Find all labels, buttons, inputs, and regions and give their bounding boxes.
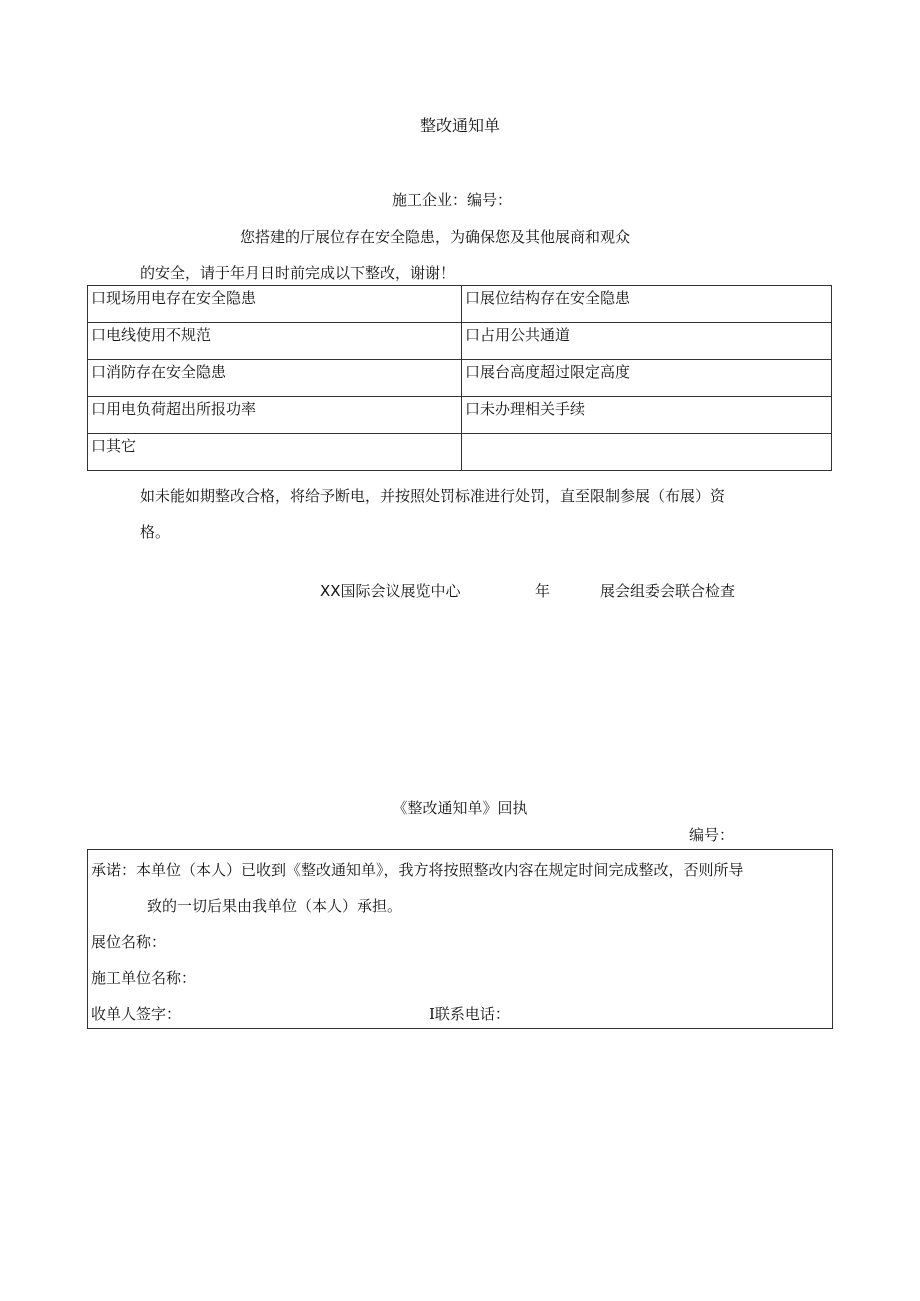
table-row [88, 434, 832, 471]
footer-year: 年 [535, 582, 551, 600]
warning-line-2: 格。 [140, 523, 171, 541]
checklist-item[interactable]: 口用电负荷超出所报功率 [88, 397, 462, 434]
receipt-number-label: 编号： [689, 826, 735, 844]
checklist-item[interactable]: 口未办理相关手续 [462, 397, 832, 434]
intro-line-1: 您搭建的厅展位存在安全隐患，为确保您及其他展商和观众 [240, 228, 631, 246]
checklist-table [87, 285, 832, 471]
table-row [88, 286, 832, 323]
receipt-title: 《整改通知单》回执 [392, 799, 528, 817]
table-row [88, 360, 832, 397]
footer-committee: 展会组委会联合检查 [600, 582, 736, 600]
contractor-name-field[interactable]: 施工单位名称： [91, 969, 197, 987]
footer-organizer: XX国际会议展览中心 [320, 582, 461, 600]
table-row [88, 323, 832, 360]
table-row [88, 397, 832, 434]
checklist-empty-cell [462, 434, 832, 471]
intro-line-2: 的安全，请于年月日时前完成以下整改，谢谢！ [140, 264, 456, 282]
checklist-item[interactable]: 口其它 [88, 434, 462, 471]
warning-line-1: 如未能如期整改合格，将给予断电，并按照处罚标准进行处罚，直至限制参展（布展）资 [140, 487, 726, 505]
checklist-item[interactable]: 口展位结构存在安全隐患 [462, 286, 832, 323]
enterprise-number-line: 施工企业：编号： [392, 191, 513, 209]
checklist-item[interactable]: 口现场用电存在安全隐患 [88, 286, 462, 323]
checklist-item[interactable]: 口展台高度超过限定高度 [462, 360, 832, 397]
commitment-line-2: 致的一切后果由我单位（本人）承担。 [147, 897, 403, 915]
recipient-signature-field[interactable]: 收单人签字： [91, 1005, 182, 1023]
commitment-line-1: 承诺：本单位（本人）已收到《整改通知单》，我方将按照整改内容在规定时间完成整改，否则所导 [91, 861, 744, 879]
notice-title: 整改通知单 [419, 116, 500, 135]
booth-name-field[interactable]: 展位名称： [91, 933, 167, 951]
checklist-item[interactable]: 口消防存在安全隐患 [88, 360, 462, 397]
contact-phone-field[interactable]: I联系电话： [429, 1005, 510, 1023]
receipt-box [87, 849, 833, 1029]
checklist-item[interactable]: 口占用公共通道 [462, 323, 832, 360]
checklist-item[interactable]: 口电线使用不规范 [88, 323, 462, 360]
